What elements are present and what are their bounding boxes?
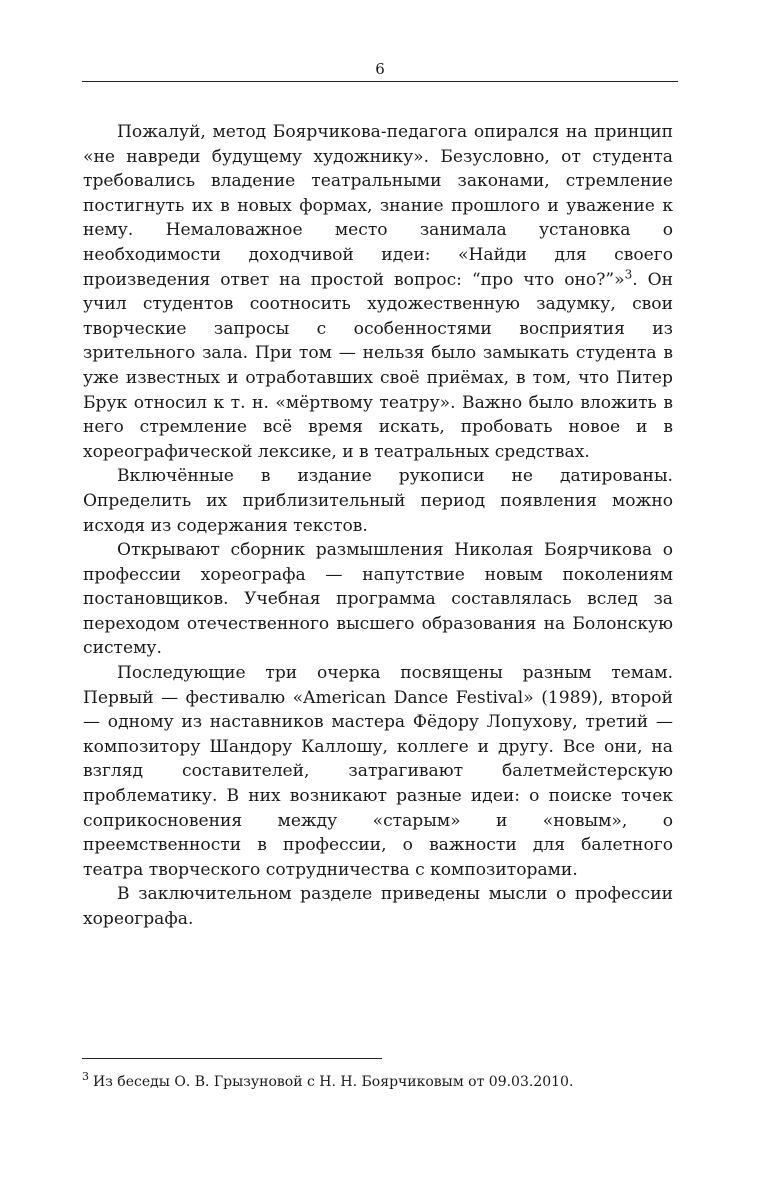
header-rule xyxy=(82,81,678,82)
page-number: 6 xyxy=(375,60,385,78)
main-text xyxy=(83,120,673,932)
footnote-reference: 3 xyxy=(624,266,633,281)
paragraph-1 xyxy=(83,120,673,464)
paragraph-2: Включённые в издание рукописи не датированы. Определить их приблизительный период появления можно исходя из содержания текстов. xyxy=(83,466,673,536)
footnote-rule xyxy=(82,1058,382,1059)
paragraph-5: В заключительном разделе приведены мысли о профессии хореографа. xyxy=(83,884,673,929)
footnote-text: Из беседы О. В. Грызуновой с Н. Н. Боярчиковым от 09.03.2010. xyxy=(93,1074,574,1090)
paragraph-1-text-before-note: Пожалуй, метод Боярчикова-педагога опирался на принцип «не навреди будущему художнику». Безусловно, от студента требовались владение театральными законами, стремление постигнуть их в новых формах, знание прошлого и уважение к нему. Немаловажное место занимала установка о необходимости доходчивой идеи: «Найди для своего произведения ответ на простой вопрос: “про что оно?”» xyxy=(83,122,673,290)
paragraph-4: Последующие три очерка посвящены разным темам. Первый — фестивалю «American Dance Festival» (1989), второй — одному из наставников мастера Фёдору Лопухову, третий — композитору Шандору Каллошу, коллеге и другу. Все они, на взгляд составителей, затрагивают балетмейстерскую проблематику. В них возникают разные идеи: о поиске точек соприкосновения между «старым» и «новым», о преемственности в профессии, о важности для балетного театра творческого сотрудничества с композиторами. xyxy=(83,663,673,880)
paragraph-3: Открывают сборник размышления Николая Боярчикова о профессии хореографа — напутствие новым поколениям постановщиков. Учебная программа составлялась вслед за переходом отечественного высшего образования на Болонскую систему. xyxy=(83,540,673,659)
footnote-mark: 3 xyxy=(82,1070,89,1084)
footnote xyxy=(82,1072,678,1092)
paragraph-1-text-after-note: . Он учил студентов соотносить художественную задумку, свои творческие запросы с особенностями восприятия из зрительного зала. При том — нельзя было замыкать студента в уже известных и отработавших своё приёмах, в том, что Питер Брук относил к т. н. «мёртвому театру». Важно было вложить в него стремление всё время искать, пробовать новое и в хореографической лексике, и в театральных средствах. xyxy=(83,269,673,462)
